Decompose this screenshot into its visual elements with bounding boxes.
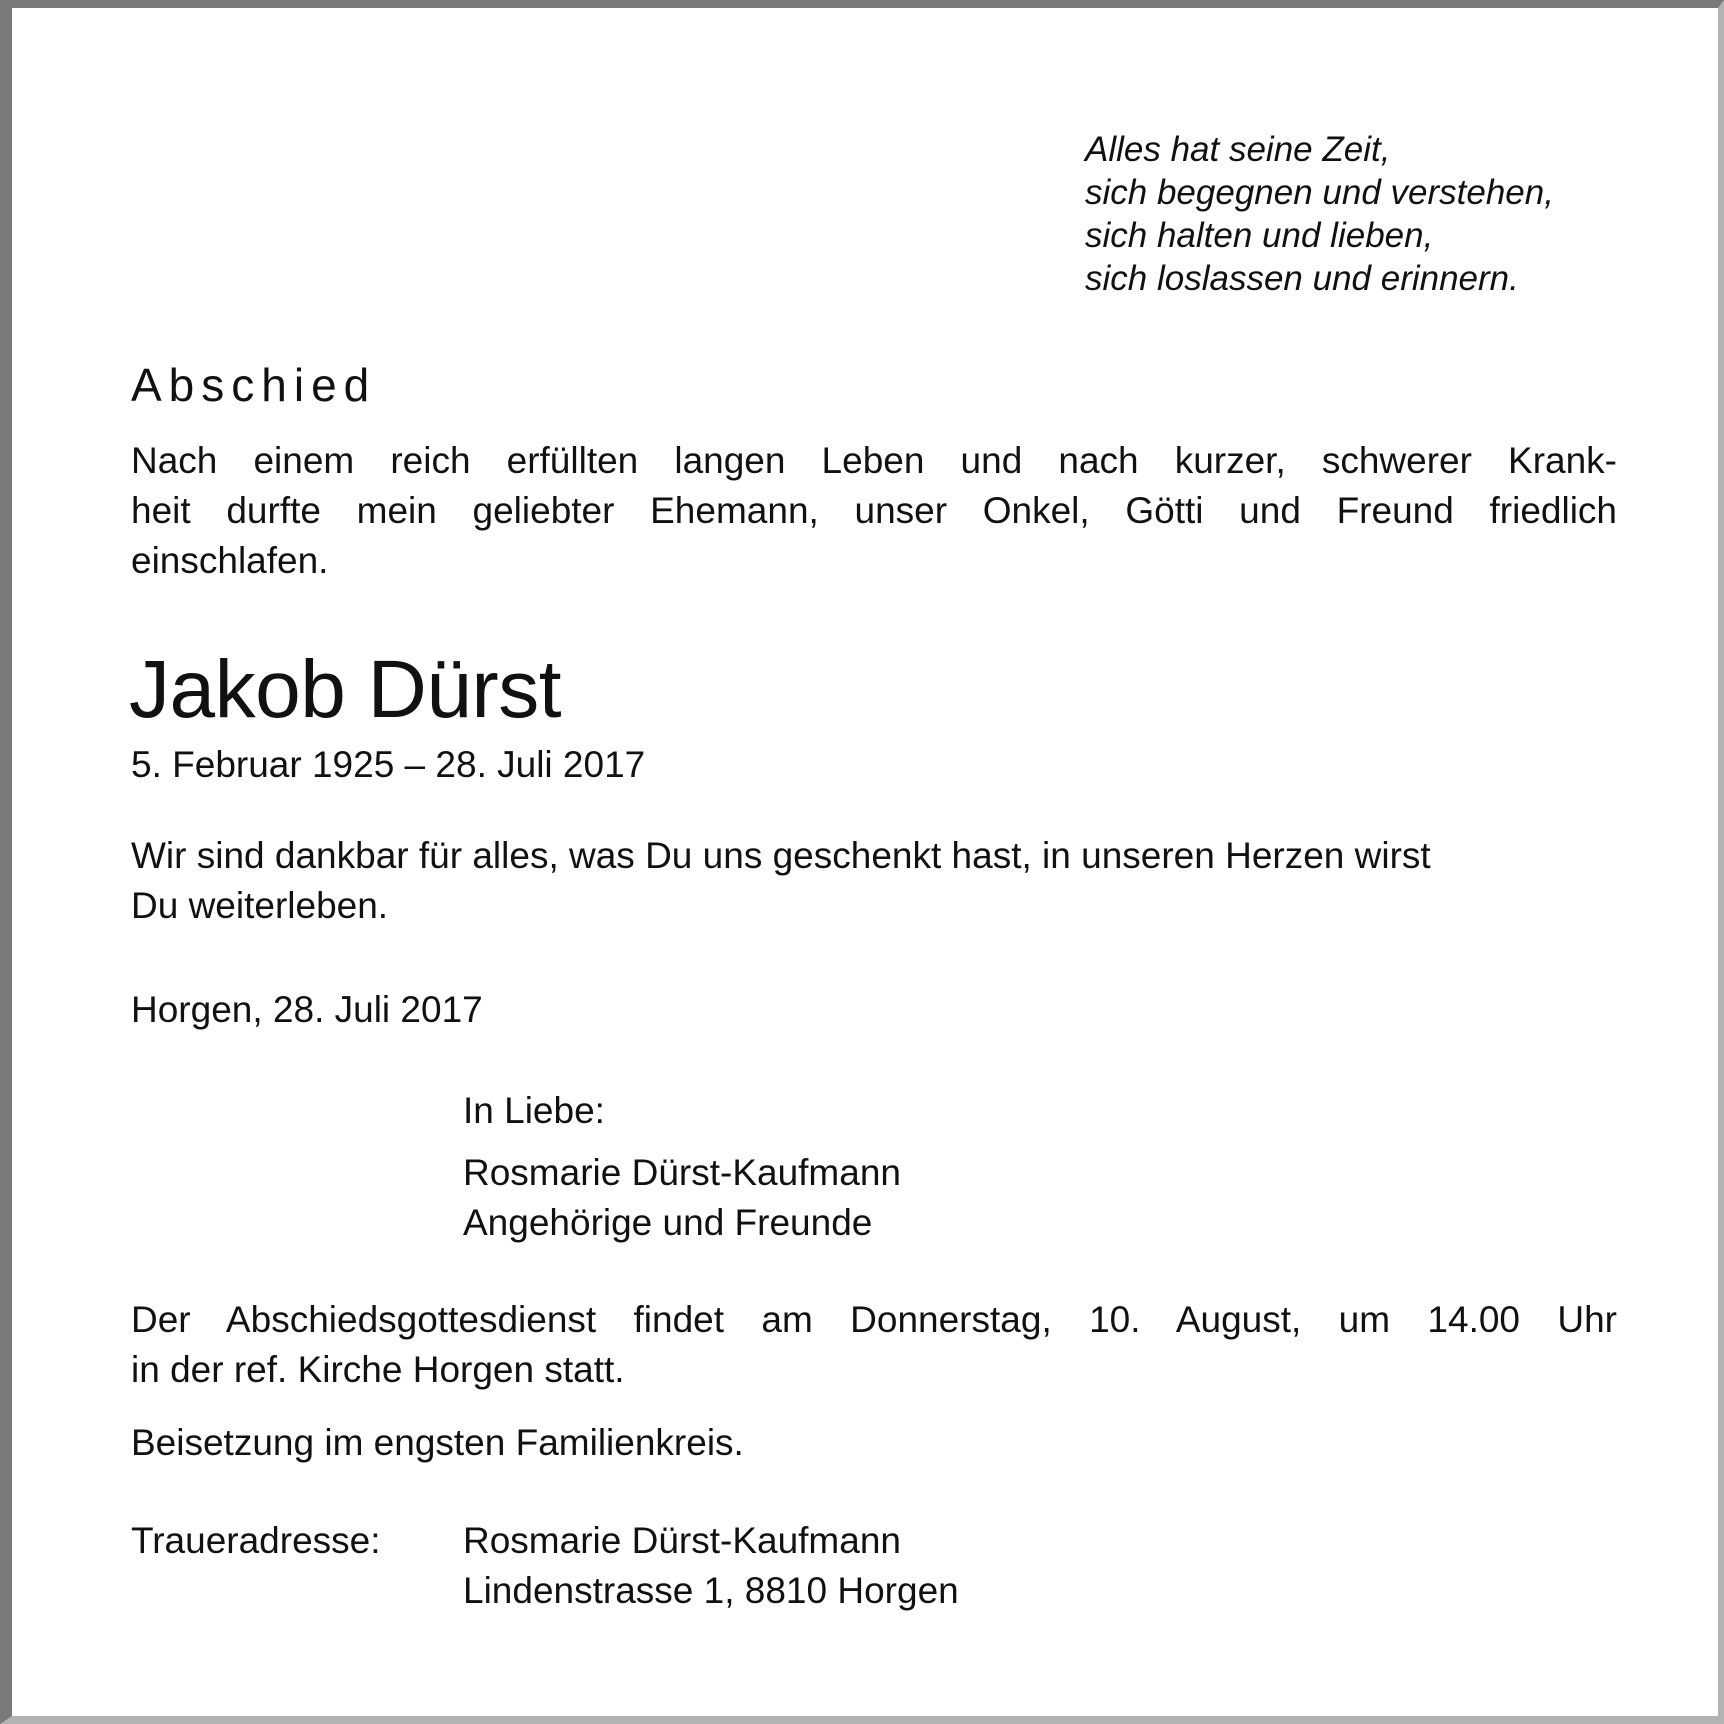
- motto-poem: [1085, 128, 1554, 300]
- mourners-list: [463, 1148, 901, 1248]
- mourner-line: Angehörige und Freunde: [463, 1202, 873, 1243]
- address-line: Lindenstrasse 1, 8810 Horgen: [463, 1570, 959, 1611]
- motto-line: sich halten und lieben,: [1085, 216, 1434, 255]
- intro-line: heit durfte mein geliebter Ehemann, unser Onkel, Götti und Freund friedlich: [131, 490, 1617, 531]
- motto-line: Alles hat seine Zeit,: [1085, 130, 1391, 169]
- life-dates: 5. Februar 1925 – 28. Juli 2017: [131, 744, 646, 785]
- burial-note: Beisetzung im engsten Familienkreis.: [131, 1422, 744, 1463]
- mourning-address-label: Traueradresse:: [131, 1520, 381, 1561]
- thanks-paragraph: [131, 831, 1431, 931]
- mourning-address: [463, 1516, 959, 1616]
- notice-heading: Abschied: [131, 359, 377, 411]
- service-line: Der Abschiedsgottesdienst findet am Donnerstag, 10. August, um 14.00 Uhr: [131, 1299, 1617, 1340]
- deceased-name: Jakob Dürst: [129, 644, 562, 735]
- thanks-line: Du weiterleben.: [131, 885, 389, 926]
- mourner-line: Rosmarie Dürst-Kaufmann: [463, 1152, 901, 1193]
- motto-line: sich begegnen und verstehen,: [1085, 173, 1554, 212]
- intro-paragraph: [131, 436, 1617, 586]
- address-line: Rosmarie Dürst-Kaufmann: [463, 1520, 901, 1561]
- intro-line: einschlafen.: [131, 540, 329, 581]
- in-love-label: In Liebe:: [463, 1090, 605, 1131]
- motto-line: sich loslassen und erinnern.: [1085, 259, 1519, 298]
- service-paragraph: [131, 1295, 1617, 1395]
- intro-line: Nach einem reich erfüllten langen Leben und nach kurzer, schwerer Krank-: [131, 440, 1617, 481]
- thanks-line: Wir sind dankbar für alles, was Du uns geschenkt hast, in unseren Herzen wirst: [131, 835, 1431, 876]
- place-and-date: Horgen, 28. Juli 2017: [131, 989, 483, 1030]
- service-line: in der ref. Kirche Horgen statt.: [131, 1349, 625, 1390]
